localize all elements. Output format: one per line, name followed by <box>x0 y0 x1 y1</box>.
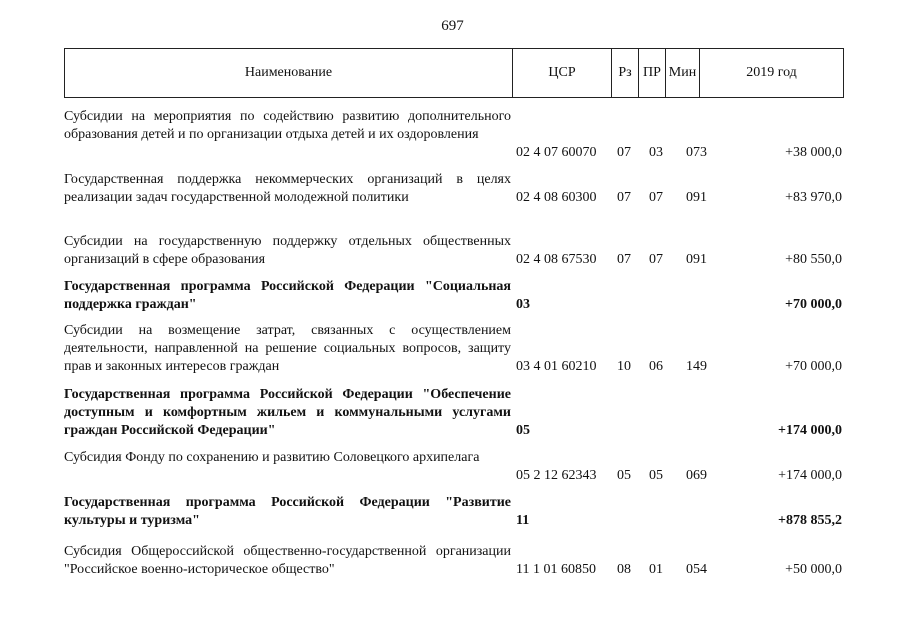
row-rz: 07 <box>617 145 631 160</box>
row-pr: 03 <box>649 145 663 160</box>
table-row <box>64 322 844 376</box>
row-sum: +80 550,0 <box>785 252 842 267</box>
row-pr: 06 <box>649 359 663 374</box>
row-name: Субсидия Фонду по сохранению и развитию Соловецкого архипелага <box>64 450 480 465</box>
page-number: 697 <box>441 18 464 34</box>
row-min: 073 <box>686 145 707 160</box>
row-csr: 02 4 08 60300 <box>516 190 597 205</box>
row-csr: 02 4 07 60070 <box>516 145 597 160</box>
row-pr: 05 <box>649 468 663 483</box>
table-row <box>64 233 844 269</box>
table-row <box>64 171 844 207</box>
row-rz: 08 <box>617 562 631 577</box>
row-csr: 11 1 01 60850 <box>516 562 596 577</box>
row-sum: +878 855,2 <box>778 513 842 528</box>
header-pr: ПР <box>638 49 665 97</box>
row-min: 091 <box>686 190 707 205</box>
table-header <box>64 48 844 98</box>
row-name: Государственная поддержка некоммерческих организаций в целях реализации задач государственной молодежной политики <box>64 172 511 205</box>
header-year: 2019 год <box>699 49 843 97</box>
row-csr: 11 <box>516 513 530 528</box>
row-name: Субсидия Общероссийской общественно-государственной организации "Российское военно-историческое общество" <box>64 544 511 577</box>
table-row <box>64 449 844 485</box>
table-row <box>64 278 844 314</box>
row-name: Государственная программа Российской Федерации "Развитие культуры и туризма" <box>64 495 511 528</box>
row-min: 091 <box>686 252 707 267</box>
row-sum: +174 000,0 <box>778 468 842 483</box>
row-name: Субсидии на возмещение затрат, связанных с осуществлением деятельности, направленной на решение социальных вопросов, защиту прав и законных интересов граждан <box>64 323 511 374</box>
row-sum: +38 000,0 <box>785 145 842 160</box>
row-rz: 10 <box>617 359 631 374</box>
row-sum: +50 000,0 <box>785 562 842 577</box>
row-name: Субсидии на мероприятия по содействию развитию дополнительного образования детей и по организации отдыха детей и их оздоровления <box>64 109 511 142</box>
row-min: 069 <box>686 468 707 483</box>
table-row <box>64 108 844 162</box>
row-sum: +83 970,0 <box>785 190 842 205</box>
row-rz: 07 <box>617 190 631 205</box>
row-name: Государственная программа Российской Федерации "Обеспечение доступным и комфортным жильем и коммунальными услугами граждан Российской Федерации" <box>64 387 511 438</box>
row-csr: 05 <box>516 423 530 438</box>
row-rz: 07 <box>617 252 631 267</box>
table-row <box>64 386 844 440</box>
header-rz: Рз <box>611 49 638 97</box>
row-sum: +70 000,0 <box>785 297 842 312</box>
row-csr: 03 <box>516 297 530 312</box>
row-csr: 02 4 08 67530 <box>516 252 597 267</box>
row-min: 149 <box>686 359 707 374</box>
row-sum: +174 000,0 <box>778 423 842 438</box>
header-csr: ЦСР <box>512 49 611 97</box>
row-pr: 07 <box>649 190 663 205</box>
row-min: 054 <box>686 562 707 577</box>
header-name: Наименование <box>244 65 333 80</box>
row-name: Субсидии на государственную поддержку отдельных общественных организаций в сфере образования <box>64 234 511 267</box>
row-csr: 03 4 01 60210 <box>516 359 597 374</box>
row-rz: 05 <box>617 468 631 483</box>
row-name: Государственная программа Российской Федерации "Социальная поддержка граждан" <box>64 279 511 312</box>
row-sum: +70 000,0 <box>785 359 842 374</box>
header-min: Мин <box>665 49 699 97</box>
table-row <box>64 494 844 530</box>
row-csr: 05 2 12 62343 <box>516 468 597 483</box>
row-pr: 07 <box>649 252 663 267</box>
table-row <box>64 543 844 579</box>
row-pr: 01 <box>649 562 663 577</box>
